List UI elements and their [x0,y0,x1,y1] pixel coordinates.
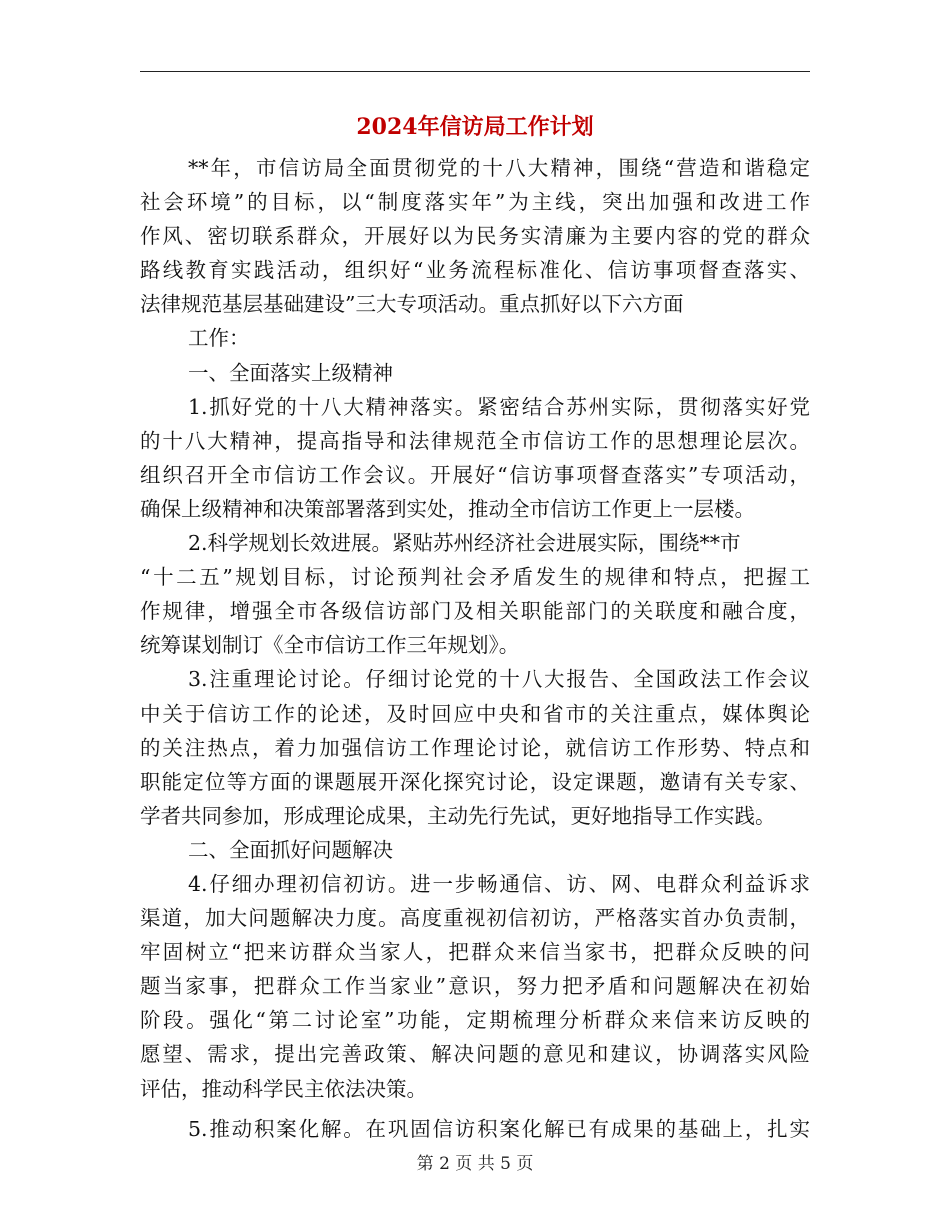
text-line: **年，市信访局全面贯彻党的十八大精神，围绕“营造和谐稳定 [188,156,810,180]
text-line: 路线教育实践活动，组织好“业务流程标准化、信访事项督查落实、 [140,258,810,283]
text-line: 职能定位等方面的课题展开深化探究讨论，设定课题，邀请有关专家、 [140,769,810,794]
page-number: 第 2 页 共 5 页 [416,1154,534,1174]
text-line: 5.推动积案化解。在巩固信访积案化解已有成果的基础上，扎实 [188,1116,810,1141]
text-line: 统筹谋划制订《全市信访工作三年规划》。 [140,633,520,658]
text-line: “十二五”规划目标，讨论预判社会矛盾发生的规律和特点，把握工 [140,565,810,590]
text-line: 题当家事，把群众工作当家业”意识，努力把矛盾和问题解决在初始 [140,974,810,999]
text-line: 渠道，加大问题解决力度。高度重视初信初访，严格落实首办负责制， [140,906,810,931]
text-line: 学者共同参加，形成理论成果，主动先行先试，更好地指导工作实践。 [140,803,776,828]
text-line: 社会环境”的目标，以“制度落实年”为主线，突出加强和改进工作 [140,190,810,215]
text-line: 的关注热点，着力加强信访工作理论讨论，就信访工作形势、特点和 [140,735,810,760]
text-line: 牢固树立“把来访群众当家人，把群众来信当家书，把群众反映的问 [140,940,810,965]
document-body [140,151,810,1146]
text-line: 3.注重理论讨论。仔细讨论党的十八大报告、全国政法工作会议 [188,667,810,692]
text-line: 组织召开全市信访工作会议。开展好“信访事项督查落实”专项活动， [140,462,810,487]
text-line: 确保上级精神和决策部署落到实处，推动全市信访工作更上一层楼。 [140,496,755,521]
document-title: 2024年信访局工作计划 [356,114,594,140]
text-line: 二、全面抓好问题解决 [188,837,393,862]
text-line: 一、全面落实上级精神 [188,360,393,385]
text-line: 1.抓好党的十八大精神落实。紧密结合苏州实际，贯彻落实好党 [188,394,810,419]
text-line: 的十八大精神，提高指导和法律规范全市信访工作的思想理论层次。 [140,428,810,453]
text-line: 4.仔细办理初信初访。进一步畅通信、访、网、电群众利益诉求 [188,871,810,896]
text-line: 作规律，增强全市各级信访部门及相关职能部门的关联度和融合度， [140,599,810,624]
text-line: 2.科学规划长效进展。紧贴苏州经济社会进展实际，围绕**市 [188,531,741,556]
text-line: 工作： [188,326,250,351]
header-rule [140,71,810,72]
text-line: 中关于信访工作的论述，及时回应中央和省市的关注重点，媒体舆论 [140,701,810,726]
text-line: 评估，推动科学民主依法决策。 [140,1076,427,1101]
text-line: 阶段。强化“第二讨论室”功能，定期梳理分析群众来信来访反映的 [140,1008,810,1033]
text-line: 法律规范基层基础建设”三大专项活动。重点抓好以下六方面 [140,292,684,317]
text-line: 愿望、需求，提出完善政策、解决问题的意见和建议，协调落实风险 [140,1042,810,1067]
text-line: 作风、密切联系群众，开展好以为民务实清廉为主要内容的党的群众 [140,224,810,249]
